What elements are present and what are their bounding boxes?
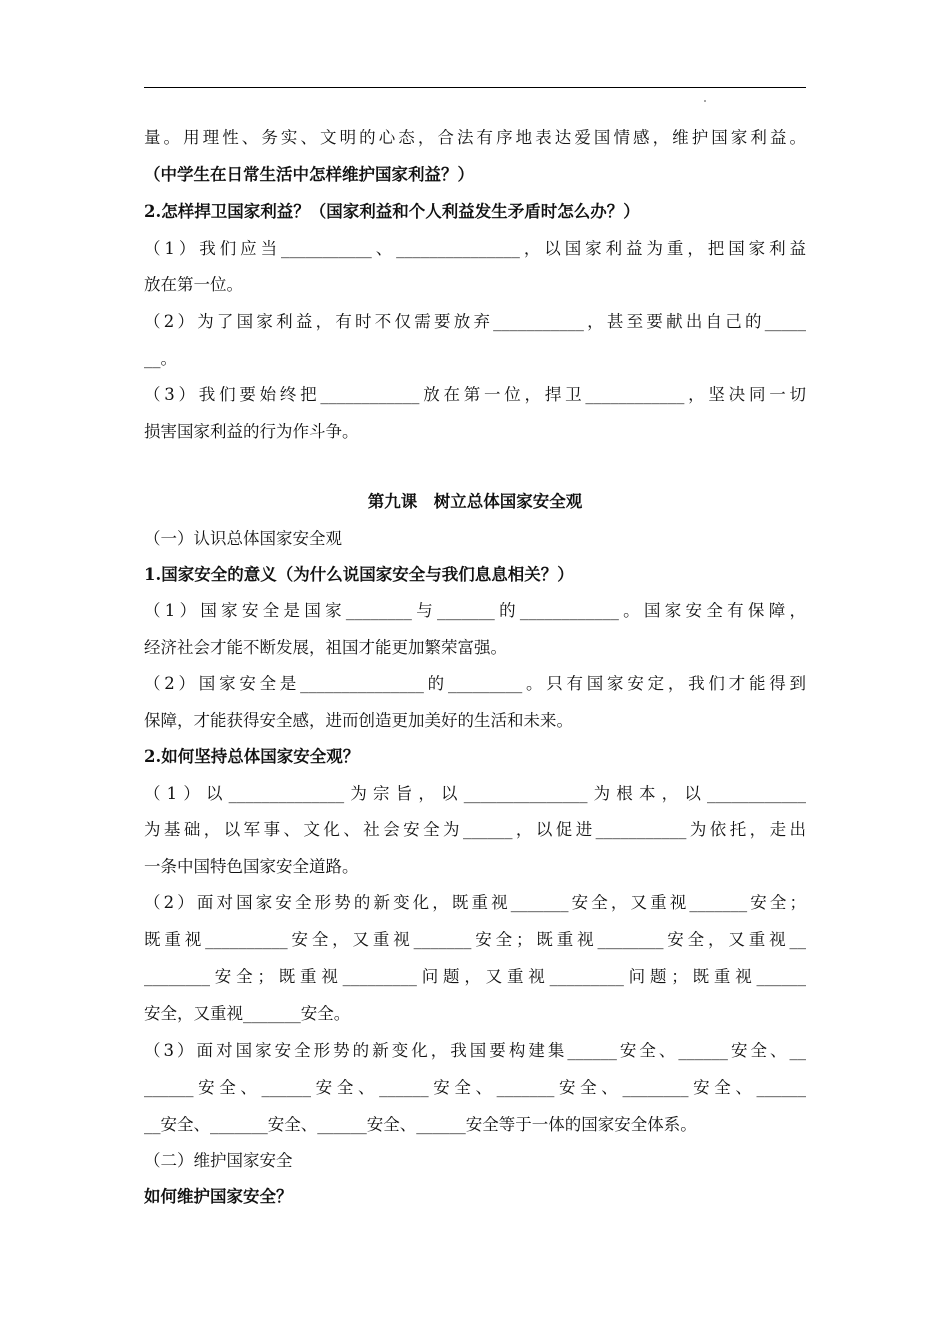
text-line: （1）我们应当___________、_______________，以国家利益为重，把国家利益: [144, 239, 806, 258]
text-line: （1）国家安全是国家________与_______的____________。国家安全有保障，: [144, 601, 806, 620]
text-line: （1）以______________为宗旨，以_______________为根本，以____________: [144, 784, 806, 803]
text-line: __。: [144, 349, 177, 368]
header-dot: [704, 100, 706, 102]
text-line: __安全、_______安全、______安全、______安全等于一体的国家安全体系。: [144, 1115, 697, 1134]
text-line: 一条中国特色国家安全道路。: [144, 857, 359, 876]
text-line: 经济社会才能不断发展，祖国才能更加繁荣富强。: [144, 638, 507, 657]
text-line: （2）面对国家安全形势的新变化，既重视_______安全，又重视_______安全；: [144, 893, 806, 912]
section-heading: 2.如何坚持总体国家安全观？: [144, 747, 360, 766]
text-line: （2）为了国家利益，有时不仅需要放弃___________，甚至要献出自己的_____: [144, 312, 806, 331]
text-line: 保障，才能获得安全感，进而创造更加美好的生活和未来。: [144, 711, 573, 730]
section-heading: 2.怎样捍卫国家利益？（国家利益和个人利益发生矛盾时怎么办？）: [144, 202, 640, 221]
subsection-heading: （一）认识总体国家安全观: [144, 529, 342, 548]
section-heading: 1.国家安全的意义（为什么说国家安全与我们息息相关？）: [144, 565, 574, 584]
text-line: （3）面对国家安全形势的新变化，我国要构建集______安全、______安全、__: [144, 1041, 806, 1060]
text-line: ______安全、______安全、______安全、_______安全、________安全、______: [144, 1078, 806, 1097]
section-heading: 如何维护国家安全？: [144, 1187, 293, 1206]
text-line: 量。用理性、务实、文明的心态，合法有序地表达爱国情感，维护国家利益。: [144, 128, 806, 147]
text-line: 放在第一位。: [144, 275, 243, 294]
text-line: 为基础，以军事、文化、社会安全为______，以促进___________为依托，走出: [144, 820, 806, 839]
lesson-title: 第九课 树立总体国家安全观: [367, 492, 583, 511]
text-line: （2）国家安全是_______________的_________。只有国家安定，我们才能得到: [144, 674, 806, 693]
text-line: ________安全；既重视_________问题，又重视_________问题；既重视______: [144, 967, 806, 986]
text-line: 既重视__________安全，又重视_______安全；既重视________安全，又重视__: [144, 930, 806, 949]
text-line: 安全，又重视_______安全。: [144, 1004, 351, 1023]
text-line: 损害国家利益的行为作斗争。: [144, 422, 359, 441]
question-heading: （中学生在日常生活中怎样维护国家利益？）: [144, 165, 474, 184]
text-line: （3）我们要始终把____________放在第一位，捍卫____________，坚决同一切: [144, 385, 806, 404]
subsection-heading: （二）维护国家安全: [144, 1151, 293, 1170]
header-rule: [144, 87, 806, 88]
